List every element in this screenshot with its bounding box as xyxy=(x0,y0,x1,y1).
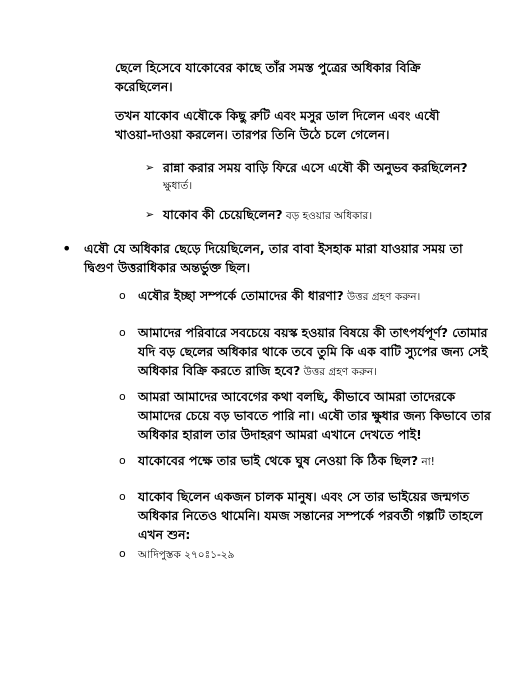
question-esau-feeling xyxy=(163,158,468,196)
text-line: এখন শুন: xyxy=(138,527,191,542)
circle-bullet-icon: o xyxy=(119,490,126,503)
question-bribe xyxy=(138,451,435,472)
text-line: যাকোব ছিলেন একজন চালক মানুষ। এবং সে তার ভাইয়ের জন্মগত xyxy=(138,489,470,504)
paragraph-sold-rights xyxy=(115,58,420,96)
text-line: দ্বিগুণ উত্তরাধিকার অন্তর্ভুক্ত ছিল। xyxy=(84,260,251,275)
paragraph-jacob-clever xyxy=(138,487,483,544)
question-text: যদি বড় ছেলের অধিকার থাকে তবে তুমি কি এক বাটি স্যুপের জন্য সেই xyxy=(138,344,488,359)
question-text: এষৌর ইচ্ছা সম্পর্কে তোমাদের কী ধারণা? xyxy=(138,288,344,303)
circle-bullet-icon: o xyxy=(119,326,126,339)
question-text: আমাদের পরিবারে সবচেয়ে বয়স্ক হওয়ার বিষয়ে কী তাৎপর্যপূর্ণ? তোমার xyxy=(138,325,488,340)
circle-bullet-icon: o xyxy=(119,454,126,467)
circle-bullet-icon: o xyxy=(119,390,126,403)
text-line: অধিকার নিতেও থামেনি। যমজ সন্তানের সম্পর্কে পরবর্তী গল্পটি তাহলে xyxy=(138,508,483,523)
answer-text: বড় হওয়ার অধিকার। xyxy=(282,210,373,222)
text-line: করেছিলেন। xyxy=(115,79,173,94)
text-line: ছেলে হিসেবে যাকোবের কাছে তাঁর সমস্ত পুত্রের অধিকার বিক্রি xyxy=(115,60,421,75)
question-esau-desire xyxy=(138,286,420,307)
scripture-reference xyxy=(138,544,234,565)
answer-text: উত্তর গ্রহণ করুন। xyxy=(343,291,421,303)
question-jacob-wanted xyxy=(163,205,372,226)
question-text: অধিকার বিক্রি করতে রাজি হবে? xyxy=(138,363,301,378)
paragraph-jacob-gave-food xyxy=(115,106,439,144)
text-line: তখন যাকোব এষৌকে কিছু রুটি এবং মসুর ডাল দিলেন এবং এষৌ xyxy=(115,108,440,123)
question-eldest-significance xyxy=(138,323,488,382)
text-line: আমরা আমাদের আবেগের কথা বলছি, কীভাবে আমরা তাদেরকে xyxy=(138,389,456,404)
text-line: আমাদের চেয়ে বড় ভাবতে পারি না। এষৌ তার ক্ষুধার জন্য কিভাবে তার xyxy=(138,408,491,423)
bullet-double-inheritance xyxy=(84,239,463,277)
circle-bullet-icon: o xyxy=(119,289,126,302)
question-text: রান্না করার সময় বাড়ি ফিরে এসে এষৌ কী অনুভব করছিলেন? xyxy=(163,160,468,175)
question-text: যাকোবের পক্ষে তার ভাই থেকে ঘুষ নেওয়া কি ঠিক ছিল? xyxy=(138,453,419,468)
circle-bullet-icon: o xyxy=(119,547,126,560)
bullet-dot-icon: • xyxy=(62,239,72,258)
arrow-bullet-icon: ➢ xyxy=(145,161,155,174)
answer-text: না! xyxy=(418,456,435,468)
arrow-bullet-icon: ➢ xyxy=(145,208,155,221)
question-text: যাকোব কী চেয়েছিলেন? xyxy=(163,207,283,222)
text-line: খাওয়া-দাওয়া করলেন। তারপর তিনি উঠে চলে গেলেন। xyxy=(115,127,390,142)
answer-text: ক্ষুধার্ত। xyxy=(163,180,193,192)
reference-text: আদিপুস্তক ২৭০ঃ১-২৯ xyxy=(138,549,235,561)
paragraph-emotions xyxy=(138,387,491,444)
text-line: অধিকার হারাল তার উদাহরণ আমরা এখানে দেখতে পাই! xyxy=(138,427,422,442)
text-line: এষৌ যে অধিকার ছেড়ে দিয়েছিলেন, তার বাবা ইসহাক মারা যাওয়ার সময় তা xyxy=(84,241,463,256)
answer-text: উত্তর গ্রহণ করুন। xyxy=(300,366,377,378)
